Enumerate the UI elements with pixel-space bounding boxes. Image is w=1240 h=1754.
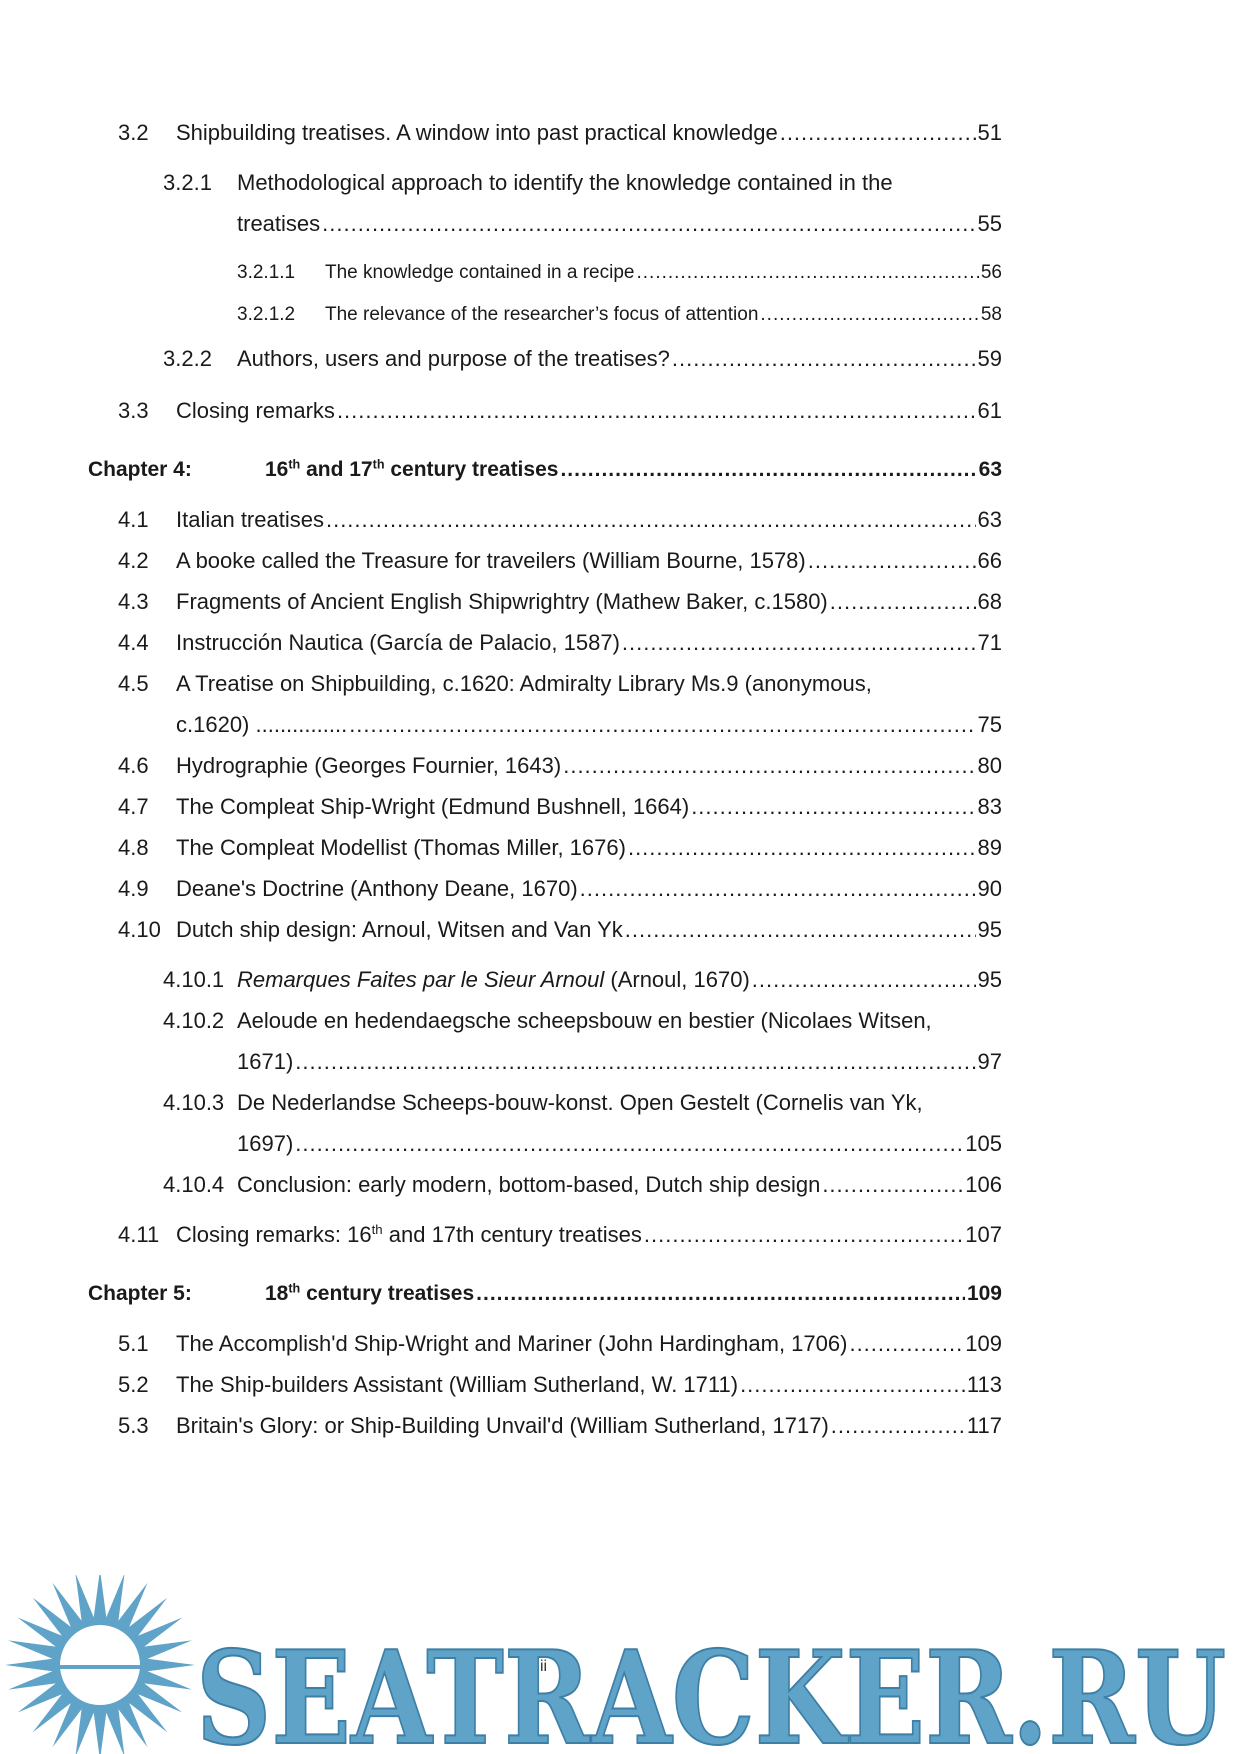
entry-title: The Ship-builders Assistant (William Sutherland, W. 1711) — [176, 1372, 739, 1397]
entry-page: 90 — [977, 876, 1002, 901]
entry-number: 3.2.1.2 — [237, 304, 296, 325]
entry-title: Conclusion: early modern, bottom-based, Dutch ship design — [237, 1172, 821, 1197]
entry-page: 97 — [977, 1049, 1002, 1074]
entry-page: 89 — [977, 835, 1002, 860]
entry-page: 56 — [980, 262, 1002, 283]
entry-page: 113 — [966, 1372, 1002, 1397]
entry-page: 80 — [977, 753, 1002, 778]
leader-dots — [563, 753, 975, 779]
entry-number: 4.2 — [118, 548, 149, 573]
entry-page: 95 — [977, 917, 1002, 942]
toc-entry[interactable] — [163, 346, 1002, 372]
leader-dots — [752, 967, 976, 993]
toc-chapter[interactable] — [88, 458, 1002, 482]
entry-number: 4.7 — [118, 794, 149, 819]
leader-dots — [849, 1331, 963, 1357]
entry-number: 4.5 — [118, 671, 149, 696]
leader-dots — [622, 630, 976, 656]
entry-title: The knowledge contained in a recipe — [325, 262, 635, 283]
entry-title: The relevance of the researcher’s focus of attention — [325, 304, 759, 325]
toc-entry-continuation[interactable] — [237, 1131, 1002, 1157]
toc-entry[interactable] — [118, 548, 1002, 574]
watermark-text: SEATRACKER.RU — [196, 1624, 1226, 1754]
entry-number: 4.10.1 — [163, 967, 225, 992]
entry-title: Remarques Faites par le Sieur Arnoul (Arnoul, 1670) — [237, 967, 750, 992]
leader-dots — [808, 548, 976, 574]
leader-dots — [830, 589, 976, 615]
toc-entry[interactable] — [118, 1331, 1002, 1357]
entry-page: 83 — [977, 794, 1002, 819]
entry-title: Authors, users and purpose of the treatises? — [237, 346, 670, 371]
entry-title: Closing remarks — [176, 398, 335, 423]
toc-entry[interactable] — [118, 876, 1002, 902]
leader-dots — [628, 835, 976, 861]
toc-entry[interactable] — [118, 398, 1002, 424]
entry-page: 63 — [978, 458, 1002, 481]
entry-number: 5.3 — [118, 1413, 149, 1438]
entry-number: 4.8 — [118, 835, 149, 860]
entry-page: 66 — [977, 548, 1002, 573]
entry-page: 117 — [966, 1413, 1002, 1438]
entry-title: Shipbuilding treatises. A window into past practical knowledge — [176, 120, 778, 145]
toc-entry[interactable] — [118, 671, 1002, 697]
entry-number: 3.2 — [118, 120, 149, 145]
sun-icon — [5, 1575, 195, 1754]
entry-title: Instrucción Nautica (García de Palacio, 1587) — [176, 630, 620, 655]
toc-entry[interactable] — [118, 835, 1002, 861]
leader-dots — [780, 120, 976, 146]
leader-dots — [295, 1131, 963, 1157]
entry-number: 4.9 — [118, 876, 149, 901]
toc-entry[interactable] — [118, 753, 1002, 779]
entry-title-italic: Remarques Faites par le Sieur Arnoul — [237, 967, 605, 992]
leader-dots — [644, 1222, 963, 1248]
toc-entry[interactable] — [163, 1008, 1002, 1034]
entry-page: 105 — [965, 1131, 1002, 1156]
entry-title: Methodological approach to identify the knowledge contained in the — [237, 170, 893, 195]
toc-entry[interactable] — [163, 967, 1002, 993]
entry-page: 106 — [965, 1172, 1002, 1197]
entry-title: Fragments of Ancient English Shipwrightry (Mathew Baker, c.1580) — [176, 589, 828, 614]
entry-title: Britain's Glory: or Ship-Building Unvail'd (William Sutherland, 1717) — [176, 1413, 829, 1438]
toc-entry-continuation[interactable] — [237, 211, 1002, 237]
watermark — [0, 1575, 1240, 1754]
leader-dots — [822, 1172, 963, 1198]
leader-dots — [691, 794, 975, 820]
leader-dots — [476, 1282, 965, 1306]
toc-entry[interactable] — [118, 630, 1002, 656]
entry-title: The Compleat Ship-Wright (Edmund Bushnell, 1664) — [176, 794, 690, 819]
toc-chapter[interactable] — [88, 1282, 1002, 1306]
entry-title: A booke called the Treasure for traveilers (William Bourne, 1578) — [176, 548, 806, 573]
chapter-title: 18th century treatises — [265, 1282, 475, 1305]
toc-entry[interactable] — [163, 1172, 1002, 1198]
entry-title-continued: 1697) — [237, 1131, 294, 1156]
entry-number: 3.2.1 — [163, 170, 212, 195]
toc-entry[interactable] — [118, 917, 1002, 943]
toc-entry[interactable] — [118, 1222, 1002, 1248]
entry-title-continued: 1671) — [237, 1049, 294, 1074]
entry-page: 75 — [977, 712, 1002, 737]
entry-number: 4.4 — [118, 630, 149, 655]
toc-entry[interactable] — [163, 1090, 1002, 1116]
toc-entry-continuation[interactable] — [176, 712, 1002, 738]
entry-number: 4.10.3 — [163, 1090, 225, 1115]
entry-page: 95 — [977, 967, 1002, 992]
entry-number: 4.3 — [118, 589, 149, 614]
entry-number: 4.1 — [118, 507, 149, 532]
entry-page: 61 — [977, 398, 1002, 423]
leader-dots — [337, 398, 976, 424]
entry-title: A Treatise on Shipbuilding, c.1620: Admiralty Library Ms.9 (anonymous, — [176, 671, 872, 696]
leader-dots — [672, 346, 976, 372]
toc-entry[interactable] — [118, 507, 1002, 533]
entry-title: De Nederlandse Scheeps-bouw-konst. Open Gestelt (Cornelis van Yk, — [237, 1090, 923, 1115]
leader-dots — [560, 458, 976, 482]
entry-number: 4.6 — [118, 753, 149, 778]
toc-entry[interactable] — [118, 1372, 1002, 1398]
leader-dots — [326, 507, 976, 533]
leader-dots — [636, 262, 978, 284]
entry-number: 5.1 — [118, 1331, 149, 1356]
leader-dots — [760, 304, 978, 326]
entry-page: 107 — [965, 1222, 1002, 1247]
entry-title-continued: treatises — [237, 211, 321, 236]
chapter-label: Chapter 5: — [88, 1282, 192, 1305]
entry-title: Hydrographie (Georges Fournier, 1643) — [176, 753, 562, 778]
toc-entry[interactable] — [118, 1413, 1002, 1439]
toc-entry-continuation[interactable] — [237, 1049, 1002, 1075]
entry-title-continued: c.1620) ............... — [176, 712, 348, 737]
entry-title: The Compleat Modellist (Thomas Miller, 1676) — [176, 835, 626, 860]
entry-page: 71 — [977, 630, 1002, 655]
entry-page: 109 — [966, 1282, 1002, 1305]
leader-dots — [625, 917, 976, 943]
entry-title: Dutch ship design: Arnoul, Witsen and Van Yk — [176, 917, 623, 942]
toc-entry[interactable] — [118, 589, 1002, 615]
entry-title: The Accomplish'd Ship-Wright and Mariner (John Hardingham, 1706) — [176, 1331, 848, 1356]
entry-number: 3.2.2 — [163, 346, 212, 371]
leader-dots — [295, 1049, 975, 1075]
entry-page: 63 — [977, 507, 1002, 532]
leader-dots — [831, 1413, 965, 1439]
entry-number: 4.10.4 — [163, 1172, 225, 1197]
entry-title: Aeloude en hedendaegsche scheepsbouw en bestier (Nicolaes Witsen, — [237, 1008, 932, 1033]
entry-title: Italian treatises — [176, 507, 324, 532]
entry-title: Closing remarks: 16th and 17th century treatises — [176, 1222, 642, 1247]
entry-page: 59 — [977, 346, 1002, 371]
entry-number: 4.10 — [118, 917, 161, 942]
entry-number: 4.10.2 — [163, 1008, 225, 1033]
entry-number: 4.11 — [118, 1222, 160, 1247]
toc-entry[interactable] — [163, 170, 1002, 196]
entry-page: 51 — [977, 120, 1002, 145]
entry-page: 109 — [965, 1331, 1002, 1356]
entry-page: 68 — [977, 589, 1002, 614]
entry-page: 58 — [980, 304, 1002, 325]
leader-dots — [322, 211, 975, 237]
toc-entry[interactable] — [237, 262, 1002, 284]
toc-entry[interactable] — [118, 120, 1002, 146]
leader-dots — [740, 1372, 965, 1398]
entry-number: 3.2.1.1 — [237, 262, 296, 283]
leader-dots — [349, 712, 975, 738]
page-number: ii — [540, 1658, 548, 1675]
leader-dots — [580, 876, 976, 902]
chapter-title: 16th and 17th century treatises — [265, 458, 559, 481]
entry-title: Deane's Doctrine (Anthony Deane, 1670) — [176, 876, 578, 901]
chapter-label: Chapter 4: — [88, 458, 192, 481]
toc-entry[interactable] — [237, 304, 1002, 326]
entry-number: 5.2 — [118, 1372, 149, 1397]
entry-number: 3.3 — [118, 398, 149, 423]
toc-entry[interactable] — [118, 794, 1002, 820]
entry-page: 55 — [977, 211, 1002, 236]
